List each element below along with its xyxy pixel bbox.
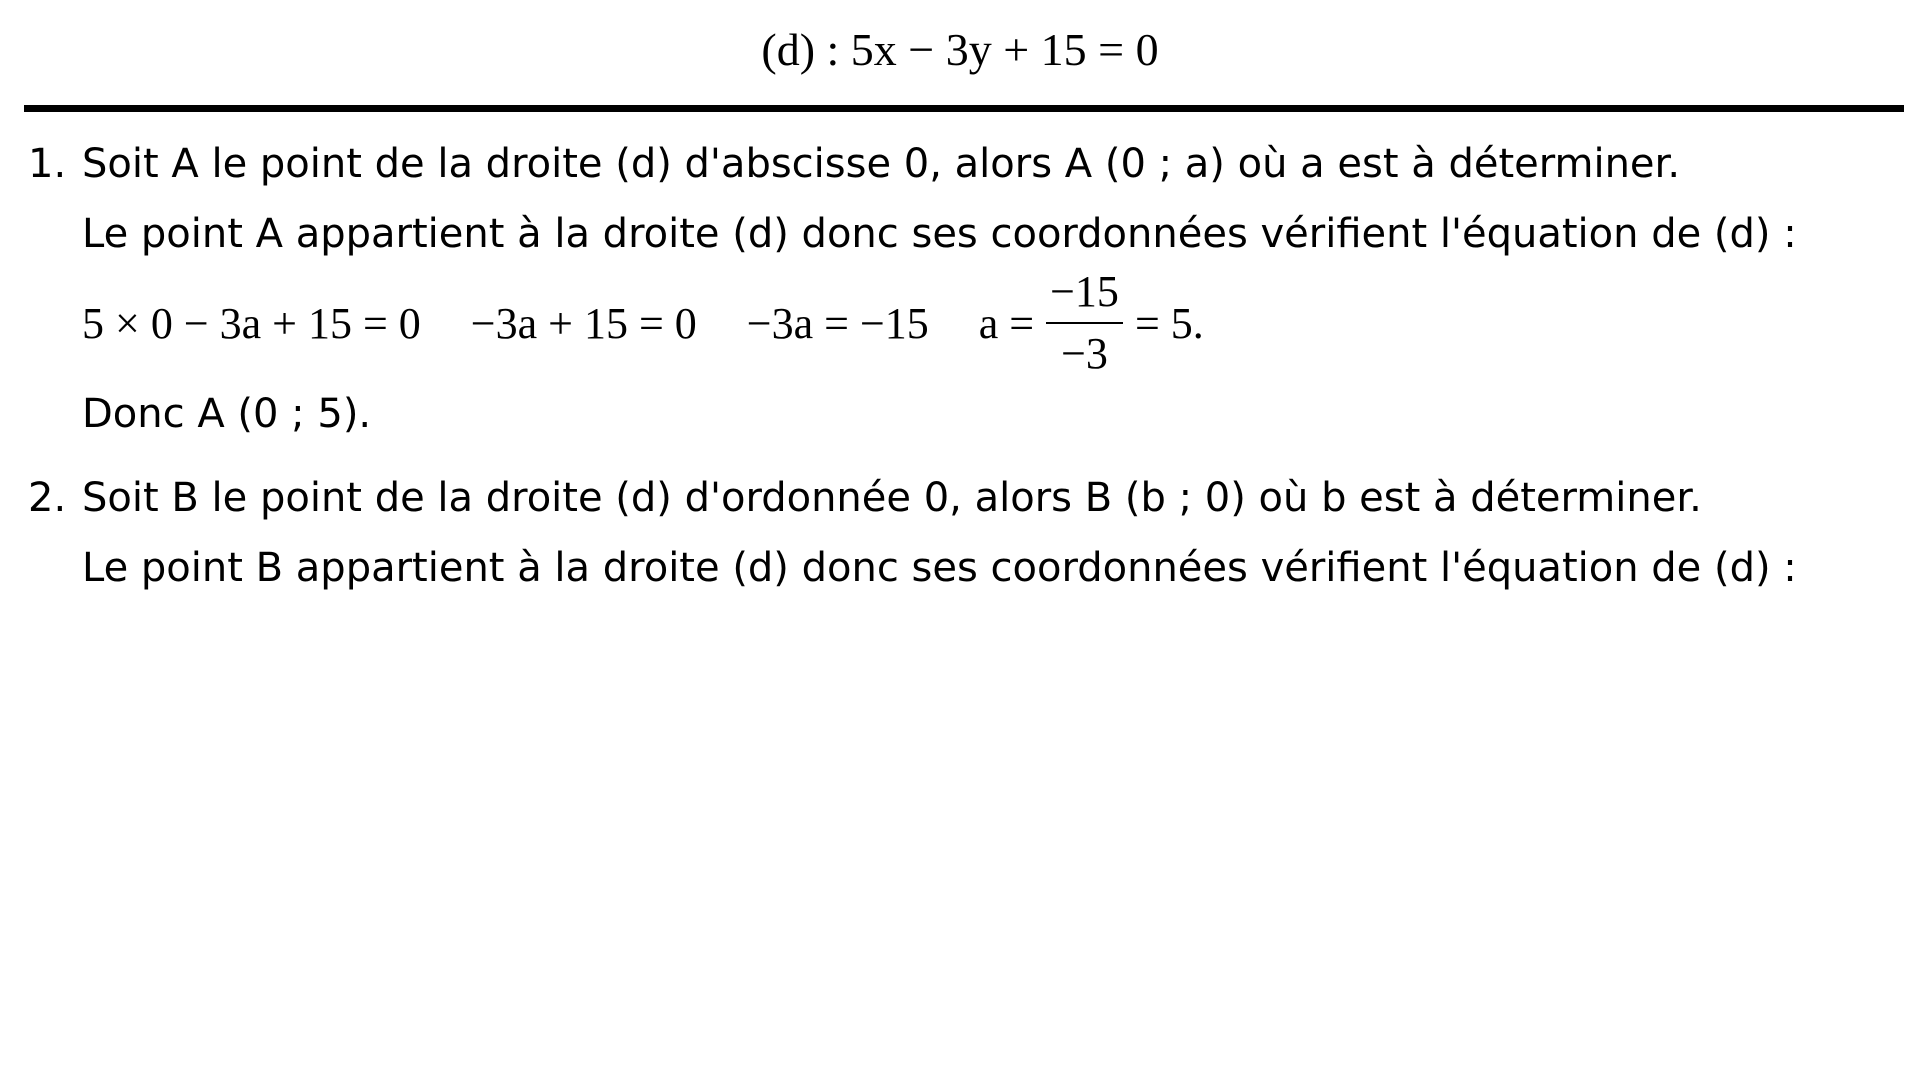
equation-step-3: −3a = −15 (746, 298, 929, 348)
item-2-justification: Le point B appartient à la droite (d) donc ses coordonnées vérifient l'équation de (d) : (82, 545, 1797, 591)
item-1-equation-chain (82, 268, 1204, 378)
equation-step-4-rhs: = 5. (1134, 298, 1204, 348)
fraction-numerator: −15 (1050, 267, 1119, 316)
item-1-justification: Le point A appartient à la droite (d) donc ses coordonnées vérifient l'équation de (d) : (82, 211, 1797, 257)
fraction (1046, 268, 1123, 378)
equation-step-1: 5 × 0 − 3a + 15 = 0 (82, 298, 421, 348)
fraction-denominator: −3 (1061, 329, 1108, 378)
item-2-number: 2. (28, 475, 67, 521)
item-1-conclusion: Donc A (0 ; 5). (82, 391, 372, 437)
fraction-bar (1046, 322, 1123, 324)
item-2-statement: Soit B le point de la droite (d) d'ordonnée 0, alors B (b ; 0) où b est à déterminer. (82, 475, 1702, 521)
item-1-statement: Soit A le point de la droite (d) d'abscisse 0, alors A (0 ; a) où a est à déterminer. (82, 141, 1681, 187)
horizontal-rule (24, 105, 1904, 112)
equation-step-4-lhs: a = (978, 298, 1035, 348)
item-1-number: 1. (28, 141, 67, 187)
line-equation-title: (d) : 5x − 3y + 15 = 0 (761, 24, 1159, 75)
equation-step-2: −3a + 15 = 0 (470, 298, 697, 348)
